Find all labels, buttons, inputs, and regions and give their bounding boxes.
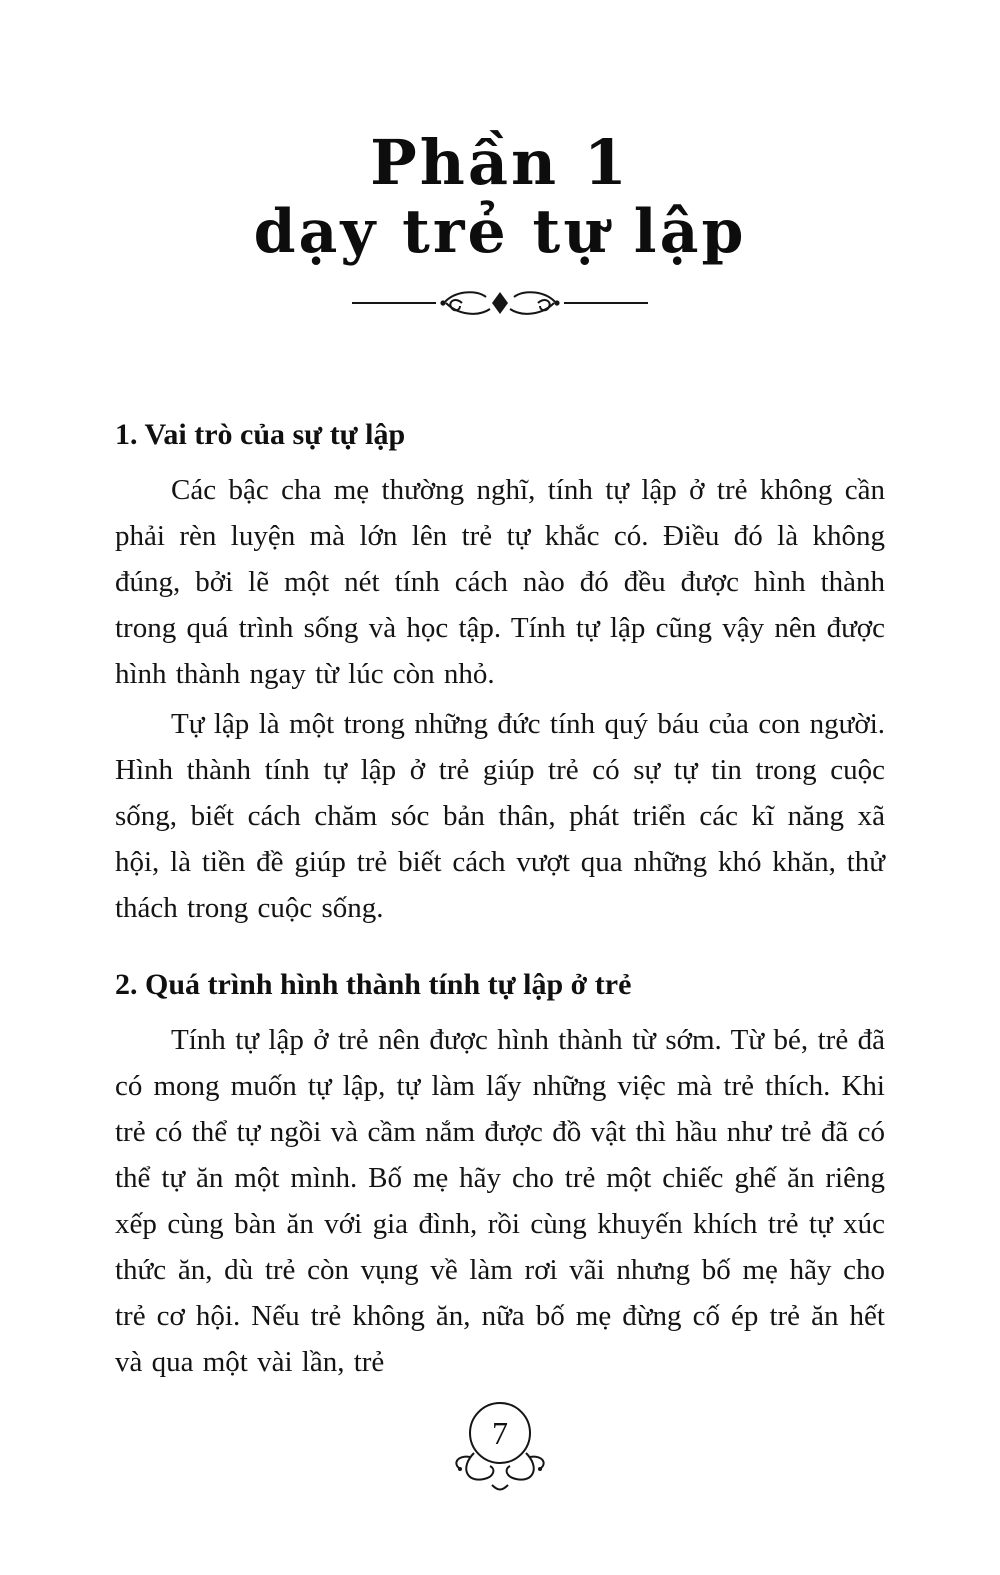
paragraph-2-1: Tính tự lập ở trẻ nên được hình thành từ sớm. Từ bé, trẻ đã có mong muốn tự lập, tự làm lấy những việc mà trẻ thích. Khi trẻ có thể tự ngồi và cầm nắm được đồ vật thì hầu như trẻ đã có thể tự ăn một mình. Bố mẹ hãy cho trẻ một chiếc ghế ăn riêng xếp cùng bàn ăn với gia đình, rồi cùng khuyến khích trẻ tự xúc thức ăn, dù trẻ còn vụng về làm rơi vãi nhưng bố mẹ hãy cho trẻ cơ hội. Nếu trẻ không ăn, nữa bố mẹ đừng cố ép trẻ ăn hết và qua một vài lần, trẻ xyxy=(115,1024,885,1379)
page-number-wreath-icon xyxy=(430,1395,570,1505)
section-heading-1: 1. Vai trò của sự tự lập xyxy=(115,418,406,452)
section-heading-2: 2. Quá trình hình thành tính tự lập ở trẻ xyxy=(115,968,632,1002)
paragraph-1-2: Tự lập là một trong những đức tính quý báu của con người. Hình thành tính tự lập ở trẻ giúp trẻ có sự tự tin trong cuộc sống, biết cách chăm sóc bản thân, phát triển các kĩ năng xã hội, là tiền đề giúp trẻ biết cách vượt qua những khó khăn, thử thách trong cuộc sống. xyxy=(115,708,885,925)
chapter-title-block xyxy=(115,0,885,323)
paragraph-1-1: Các bậc cha mẹ thường nghĩ, tính tự lập ở trẻ không cần phải rèn luyện mà lớn lên trẻ tự khắc có. Điều đó là không đúng, bởi lẽ một nét tính cách nào đó đều được hình thành trong quá trình sống và học tập. Tính tự lập cũng vậy nên được hình thành ngay từ lúc còn nhỏ. xyxy=(115,474,885,691)
page-footer xyxy=(0,1395,1000,1505)
page-content xyxy=(115,415,885,1385)
chapter-part-title: Phần 1 xyxy=(370,126,630,199)
chapter-name-title: dạy trẻ tự lập xyxy=(253,197,747,268)
flourish-divider-icon xyxy=(115,283,885,323)
page-number: 7 xyxy=(492,1415,508,1451)
